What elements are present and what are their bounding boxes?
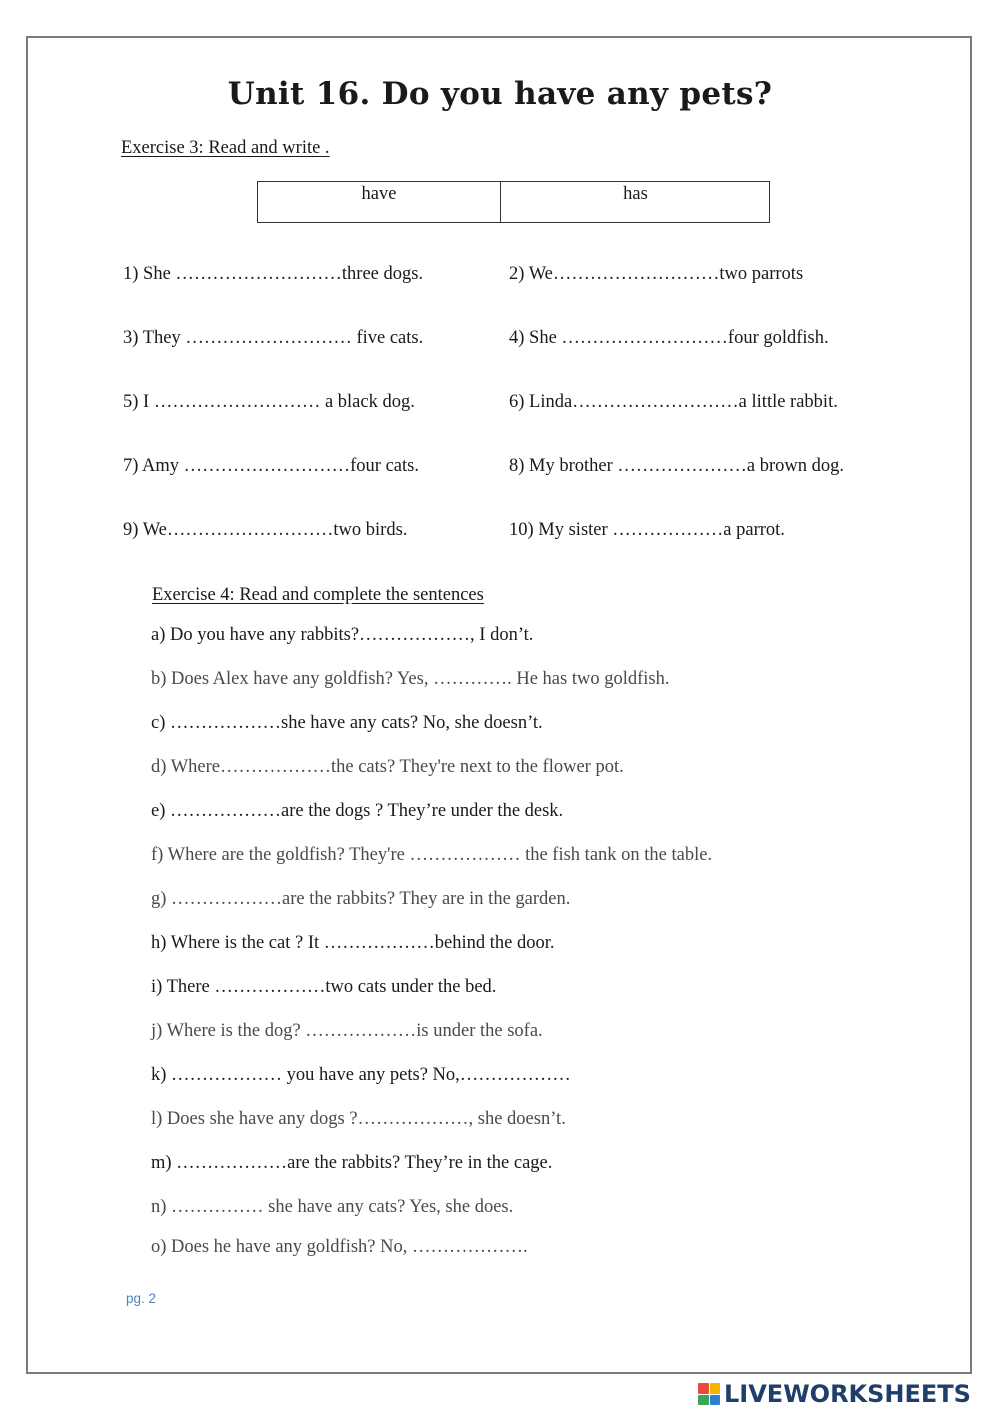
exercise-4-item-a: a) Do you have any rabbits?………………, I don’t. (151, 625, 534, 645)
exercise-3-item-10: 10) My sister ………………a parrot. (509, 520, 785, 540)
exercise-3-item-3: 3) They ……………………… five cats. (123, 328, 424, 348)
page-number: pg. 2 (126, 1291, 157, 1306)
exercise-4-item-h: h) Where is the cat ? It ………………behind the door. (151, 933, 555, 953)
exercise-4-item-o: o) Does he have any goldfish? No, ………………. (151, 1237, 528, 1257)
exercise-4-item-m: m) ………………are the rabbits? They’re in the cage. (151, 1153, 553, 1173)
exercise-4-item-e: e) ………………are the dogs ? They’re under the desk. (151, 801, 564, 821)
exercise-4-item-j: j) Where is the dog? ………………is under the sofa. (151, 1021, 543, 1041)
exercise-4-item-c: c) ………………she have any cats? No, she doesn’t. (151, 713, 543, 733)
liveworksheets-logo[interactable] (698, 1378, 971, 1410)
exercise-3-heading: Exercise 3: Read and write . (121, 138, 330, 158)
exercise-4-heading: Exercise 4: Read and complete the sentences (152, 585, 484, 605)
word-box (257, 181, 770, 223)
exercise-4-item-d: d) Where………………the cats? They're next to the flower pot. (151, 757, 624, 777)
exercise-4-item-i: i) There ………………two cats under the bed. (151, 977, 497, 997)
word-option-has: has (623, 184, 648, 204)
exercise-3-item-9: 9) We………………………two birds. (123, 520, 408, 540)
exercise-4-item-l: l) Does she have any dogs ?………………, she doesn’t. (151, 1109, 566, 1129)
word-option-have: have (258, 182, 501, 222)
exercise-4-item-f: f) Where are the goldfish? They're ……………… the fish tank on the table. (151, 845, 713, 865)
exercise-4-item-g: g) ………………are the rabbits? They are in the garden. (151, 889, 571, 909)
exercise-4-item-n: n) …………… she have any cats? Yes, she does. (151, 1197, 514, 1217)
liveworksheets-brand: LIVEWORKSHEETS (724, 1380, 971, 1408)
exercise-3-item-6: 6) Linda………………………a little rabbit. (509, 392, 838, 412)
exercise-3-item-5: 5) I ……………………… a black dog. (123, 392, 415, 412)
exercise-4-item-b: b) Does Alex have any goldfish? Yes, …………. He has two goldfish. (151, 669, 670, 689)
exercise-4-item-k: k) ……………… you have any pets? No,……………… (151, 1065, 571, 1085)
exercise-3-item-8: 8) My brother …………………a brown dog. (509, 456, 845, 476)
page-title: Unit 16. Do you have any pets? (227, 76, 773, 112)
exercise-3-item-7: 7) Amy ………………………four cats. (123, 456, 419, 476)
exercise-3-item-4: 4) She ………………………four goldfish. (509, 328, 829, 348)
liveworksheets-logo-icon (698, 1383, 720, 1405)
exercise-3-item-2: 2) We………………………two parrots (509, 264, 804, 284)
exercise-3-item-1: 1) She ………………………three dogs. (123, 264, 424, 284)
